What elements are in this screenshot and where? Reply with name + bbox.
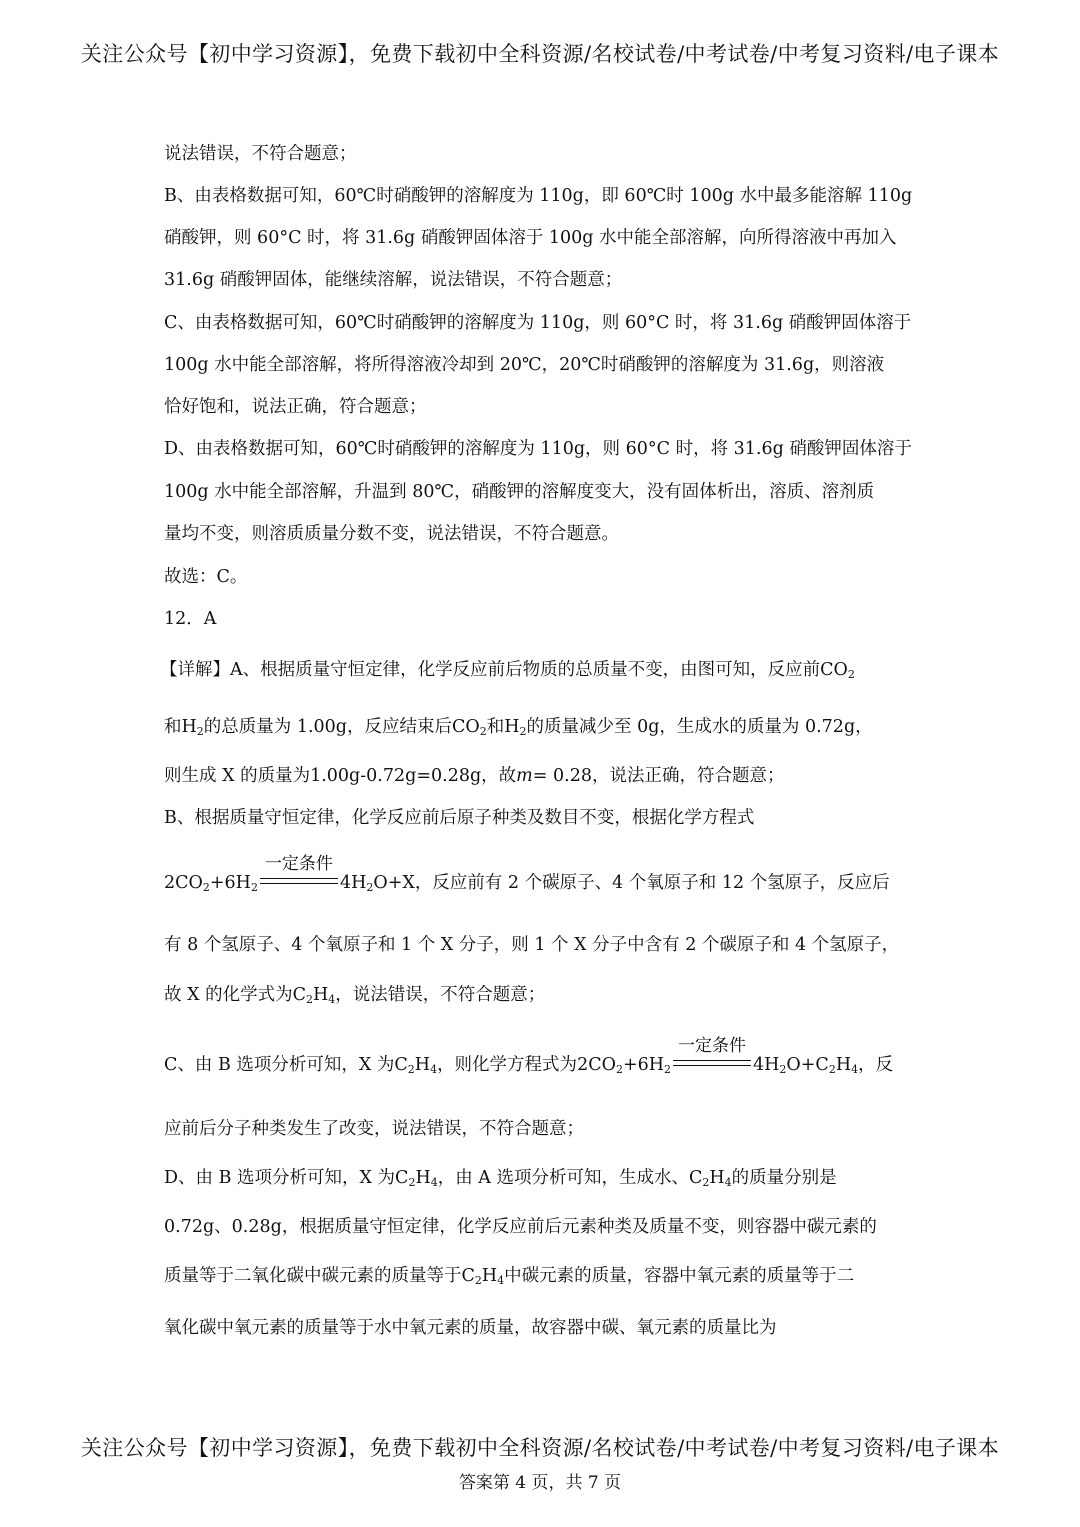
text-line: 应前后分子种类发生了改变，说法错误，不符合题意； (164, 1119, 584, 1139)
text-line: B、由表格数据可知，60℃时硝酸钾的溶解度为 110g，即 60℃时 100g 水中最多能溶解 110g (164, 186, 913, 206)
text-line: 31.6g 硝酸钾固体，能继续溶解，说法错误，不符合题意； (164, 270, 623, 290)
text-line: 100g 水中能全部溶解，升温到 80℃，硝酸钾的溶解度变大，没有固体析出，溶质、溶剂质 (164, 482, 875, 502)
equation-right: $4H_2O+X$ (339, 873, 415, 894)
text-line: 硝酸钾，则 60°C 时，将 31.6g 硝酸钾固体溶于 100g 水中能全部溶解，向所得溶液中再加入 (164, 228, 897, 248)
text-line: 说法错误，不符合题意； (164, 144, 357, 164)
text-line: 0.72g、0.28g，根据质量守恒定律，化学反应前后元素种类及质量不变，则容器中碳元素的 (164, 1217, 877, 1237)
chemical-equation-line: $2CO_2+6H_2$ 一定条件 $4H_2O+X$，反应前有 2 个碳原子、4 个氧原子和 12 个氢原子，反应后 (164, 854, 890, 894)
text-line: 100g 水中能全部溶解，将所得溶液冷却到 20℃，20℃时硝酸钾的溶解度为 31.6g，则溶液 (164, 355, 885, 375)
reaction-condition-arrow: 一定条件 (671, 1053, 753, 1077)
text-line: 质量等于二氧化碳中碳元素的质量等于$C_2H_4$中碳元素的质量，容器中氧元素的质量等于二 (164, 1266, 855, 1287)
equation-right: $4H_2O+C_2H_4$ (753, 1055, 859, 1076)
formula-c2h4: $C_2H_4$ (394, 1055, 438, 1076)
text-line: D、由 B 选项分析可知，X 为$C_2H_4$，由 A 选项分析可知，生成水、$C_2H_4$的质量分别是 (164, 1168, 837, 1189)
formula-h2: $H_2$ (181, 717, 204, 738)
text-line: C、由表格数据可知，60℃时硝酸钾的溶解度为 110g，则 60°C 时，将 31.6g 硝酸钾固体溶于 (164, 313, 912, 333)
formula-co2: $CO_2$ (820, 660, 855, 681)
text-line: 量均不变，则溶质质量分数不变，说法错误，不符合题意。 (164, 524, 619, 544)
text-line: 有 8 个氢原子、4 个氧原子和 1 个 X 分子，则 1 个 X 分子中含有 2 个碳原子和 4 个氢原子， (164, 935, 900, 955)
formula-h2: $H_2$ (504, 717, 527, 738)
formula-c2h4: $C_2H_4$ (292, 985, 336, 1006)
formula-co2: $CO_2$ (452, 717, 487, 738)
text-line: 故 X 的化学式为$C_2H_4$，说法错误，不符合题意； (164, 985, 546, 1006)
chemical-equation-line: C、由 B 选项分析可知，X 为$C_2H_4$，则化学方程式为$2CO_2+6H_2$ 一定条件 $4H_2O+C_2H_4$，反 (164, 1036, 894, 1076)
equation-left: $2CO_2+6H_2$ (577, 1055, 671, 1076)
text-line: D、由表格数据可知，60℃时硝酸钾的溶解度为 110g，则 60°C 时，将 31.6g 硝酸钾固体溶于 (164, 439, 912, 459)
equation-left: $2CO_2+6H_2$ (164, 873, 258, 894)
text-line: 氧化碳中氧元素的质量等于水中氧元素的质量，故容器中碳、氧元素的质量比为 (164, 1318, 777, 1338)
text-line: 恰好饱和，说法正确，符合题意； (164, 397, 427, 417)
text-line: 【详解】A、根据质量守恒定律，化学反应前后物质的总质量不变，由图可知，反应前$CO_2$ (160, 660, 855, 681)
text-line: 则生成 X 的质量为1.00g-0.72g=0.28g，故m= 0.28，说法正确，符合题意； (164, 766, 785, 786)
reaction-condition-arrow: 一定条件 (258, 871, 340, 895)
text-line: 故选：C。 (164, 567, 248, 587)
bottom-banner: 关注公众号【初中学习资源】，免费下载初中全科资源/名校试卷/中考试卷/中考复习资料/电子课本 (80, 1436, 1000, 1460)
formula-c2h4: $C_2H_4$ (461, 1266, 505, 1287)
formula-c2h4: $C_2H_4$ (395, 1168, 438, 1189)
top-banner: 关注公众号【初中学习资源】，免费下载初中全科资源/名校试卷/中考试卷/中考复习资料/电子课本 (80, 42, 1000, 66)
formula-c2h4: $C_2H_4$ (688, 1168, 732, 1189)
page-number: 答案第 4 页，共 7 页 (458, 1473, 622, 1493)
question-number: 12．A (164, 609, 217, 629)
text-line: B、根据质量守恒定律，化学反应前后原子种类及数目不变，根据化学方程式 (164, 808, 755, 828)
text-line: 和$H_2$的总质量为 1.00g，反应结束后$CO_2$和$H_2$的质量减少至 0g，生成水的质量为 0.72g， (164, 717, 873, 738)
